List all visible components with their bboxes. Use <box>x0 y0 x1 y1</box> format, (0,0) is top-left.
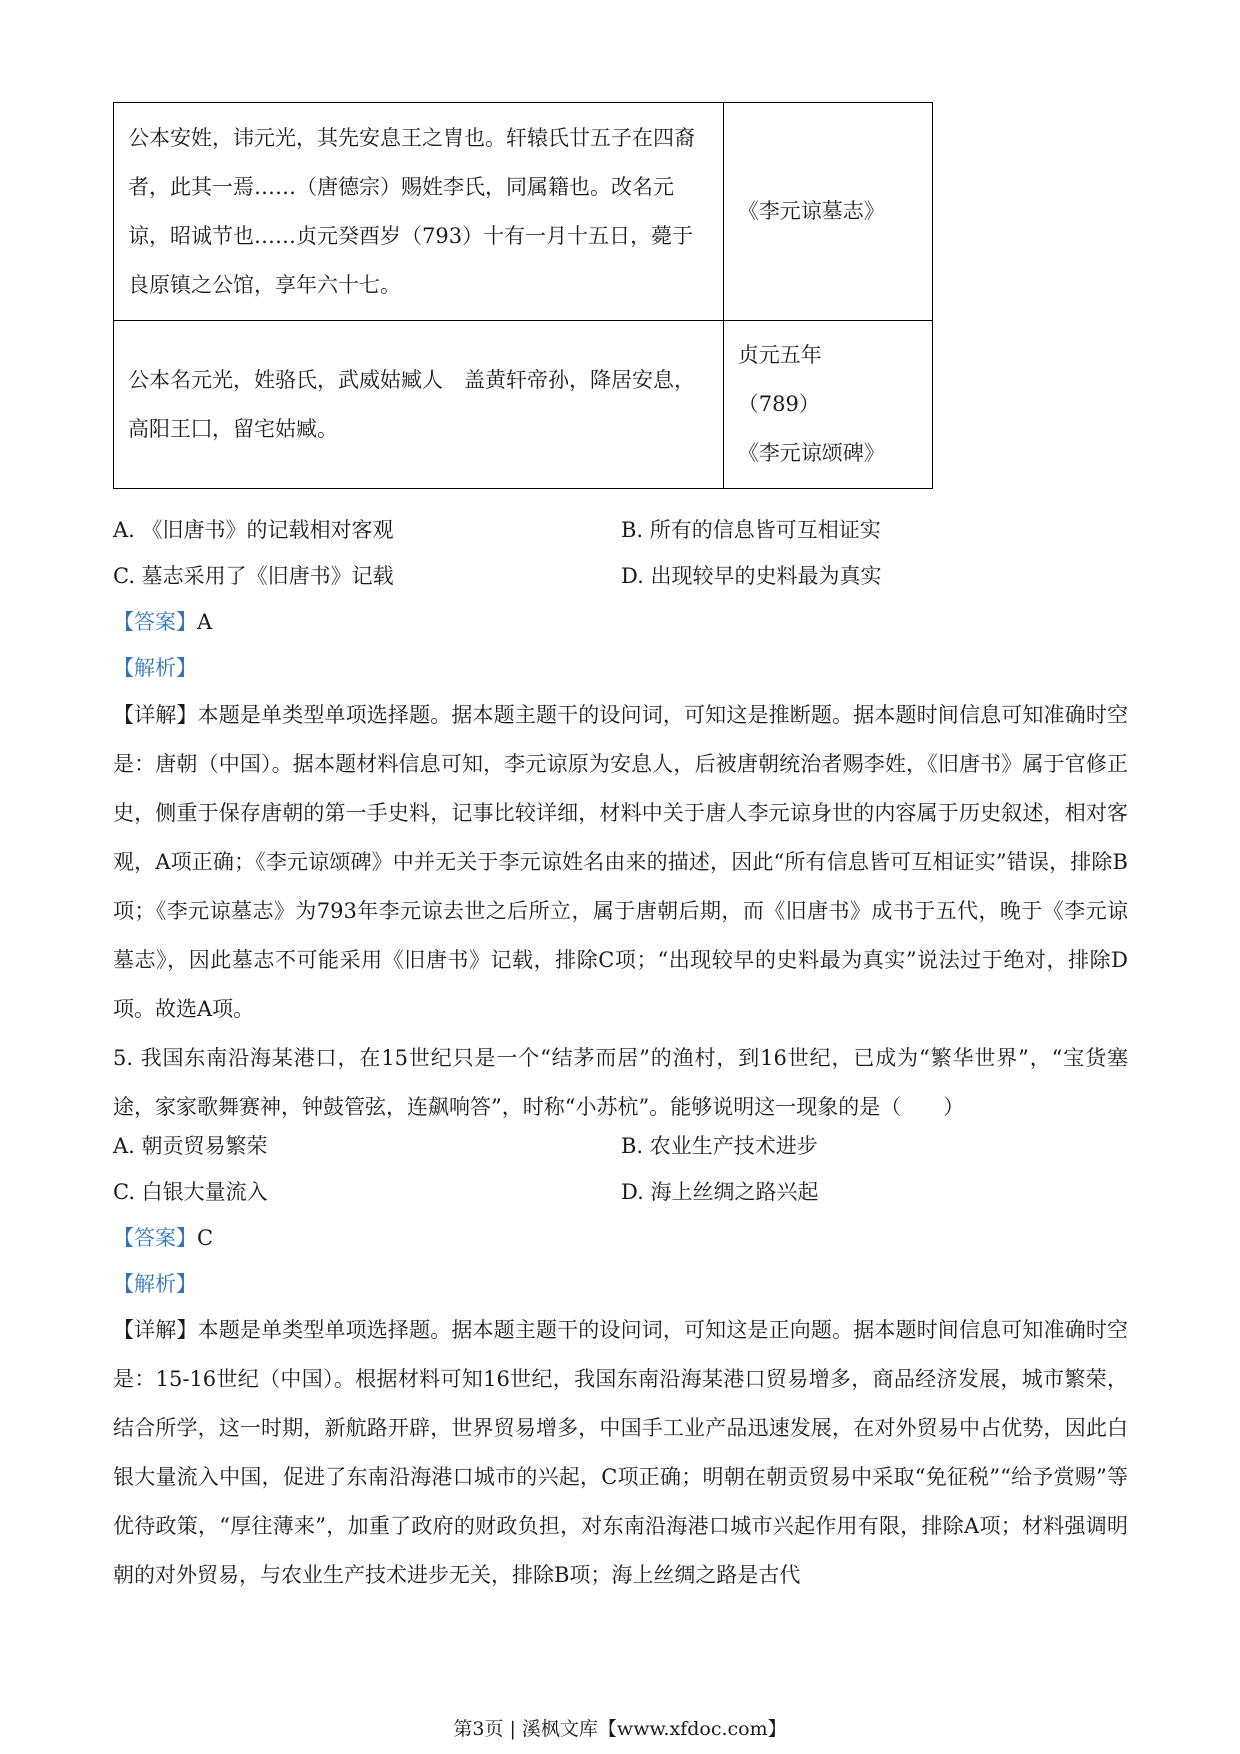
q4-analysis-tag: 【解析】 <box>113 656 197 680</box>
q5-option-b: B. 农业生产技术进步 <box>621 1134 818 1158</box>
source-title: 《李元谅墓志》 <box>737 199 885 223</box>
q4-option-d: D. 出现较早的史料最为真实 <box>621 564 882 588</box>
q5-option-d: D. 海上丝绸之路兴起 <box>621 1180 819 1204</box>
answer-value: C <box>197 1226 214 1250</box>
answer-value: A <box>197 610 213 634</box>
q5-detail: 【详解】本题是单类型单项选择题。据本题主题干的设问词，可知这是正向题。据本题时间信息可知准确时空是：15-16世纪（中国）。根据材料可知16世纪，我国东南沿海某港口贸易增多，商品经济发展，城市繁荣，结合所学，这一时期，新航路开辟，世界贸易增多，中国手工业产品迅速发展，在对外贸易中占优势，因此白银大量流入中国，促进了东南沿海港口城市的兴起，C项正确；明朝在朝贡贸易中采取“免征税”“给予赏赐”等优待政策，“厚往薄来”，加重了政府的财政负担，对东南沿海港口城市兴起作用有限，排除A项；材料强调明朝的对外贸易，与农业生产技术进步无关，排除B项；海上丝绸之路是古代 <box>113 1318 1128 1587</box>
q5-answer <box>113 1222 213 1252</box>
q4-option-b: B. 所有的信息皆可互相证实 <box>621 518 881 542</box>
q5-option-c: C. 白银大量流入 <box>113 1180 268 1204</box>
table-row <box>114 103 933 321</box>
table-cell-text: 公本安姓，讳元光，其先安息王之胄也。轩辕氏廿五子在四裔者，此其一焉……（唐德宗）赐姓李氏，同属籍也。改名元谅，昭诚节也……贞元癸酉岁（793）十有一月十五日，薨于良原镇之公馆，享年六十七。 <box>114 103 724 321</box>
q4-detail: 【详解】本题是单类型单项选择题。据本题主题干的设问词，可知这是推断题。据本题时间信息可知准确时空是：唐朝（中国）。据本题材料信息可知，李元谅原为安息人，后被唐朝统治者赐李姓，《旧唐书》属于官修正史，侧重于保存唐朝的第一手史料，记事比较详细，材料中关于唐人李元谅身世的内容属于历史叙述，相对客观，A项正确；《李元谅颂碑》中并无关于李元谅姓名由来的描述，因此“所有信息皆可互相证实”错误，排除B项；《李元谅墓志》为793年李元谅去世之后所立，属于唐朝后期，而《旧唐书》成书于五代，晚于《李元谅墓志》，因此墓志不可能采用《旧唐书》记载，排除C项；“出现较早的史料最为真实”说法过于绝对，排除D项。故选A项。 <box>113 703 1128 1021</box>
source-year: （789） <box>737 392 820 416</box>
source-date: 贞元五年 <box>737 343 822 367</box>
q4-option-c: C. 墓志采用了《旧唐书》记载 <box>113 564 394 588</box>
q5-analysis-tag: 【解析】 <box>113 1272 197 1296</box>
page-footer: 第3页 | 溪枫文库【www.xfdoc.com】 <box>453 1718 787 1740</box>
source-table <box>113 102 933 489</box>
q4-option-a: A. 《旧唐书》的记载相对客观 <box>113 518 394 542</box>
table-row <box>114 321 933 489</box>
table-cell-text: 公本名元光，姓骆氏，武威姑臧人 盖黄轩帝孙，降居安息，高阳王囗，留宅姑臧。 <box>114 321 724 489</box>
answer-tag: 【答案】 <box>113 1226 197 1250</box>
answer-tag: 【答案】 <box>113 610 197 634</box>
source-title: 《李元谅颂碑》 <box>737 441 885 465</box>
q5-stem: 5. 我国东南沿海某港口，在15世纪只是一个“结茅而居”的渔村，到16世纪，已成为“繁华世界”，“宝货塞途，家家歌舞赛神，钟鼓管弦，连飙响答”，时称“小苏杭”。能够说明这一现象的是（ ） <box>113 1046 1128 1119</box>
table-cell-source <box>723 103 932 321</box>
q5-option-a: A. 朝贡贸易繁荣 <box>113 1134 268 1158</box>
table-cell-source <box>723 321 932 489</box>
q4-answer <box>113 606 212 636</box>
